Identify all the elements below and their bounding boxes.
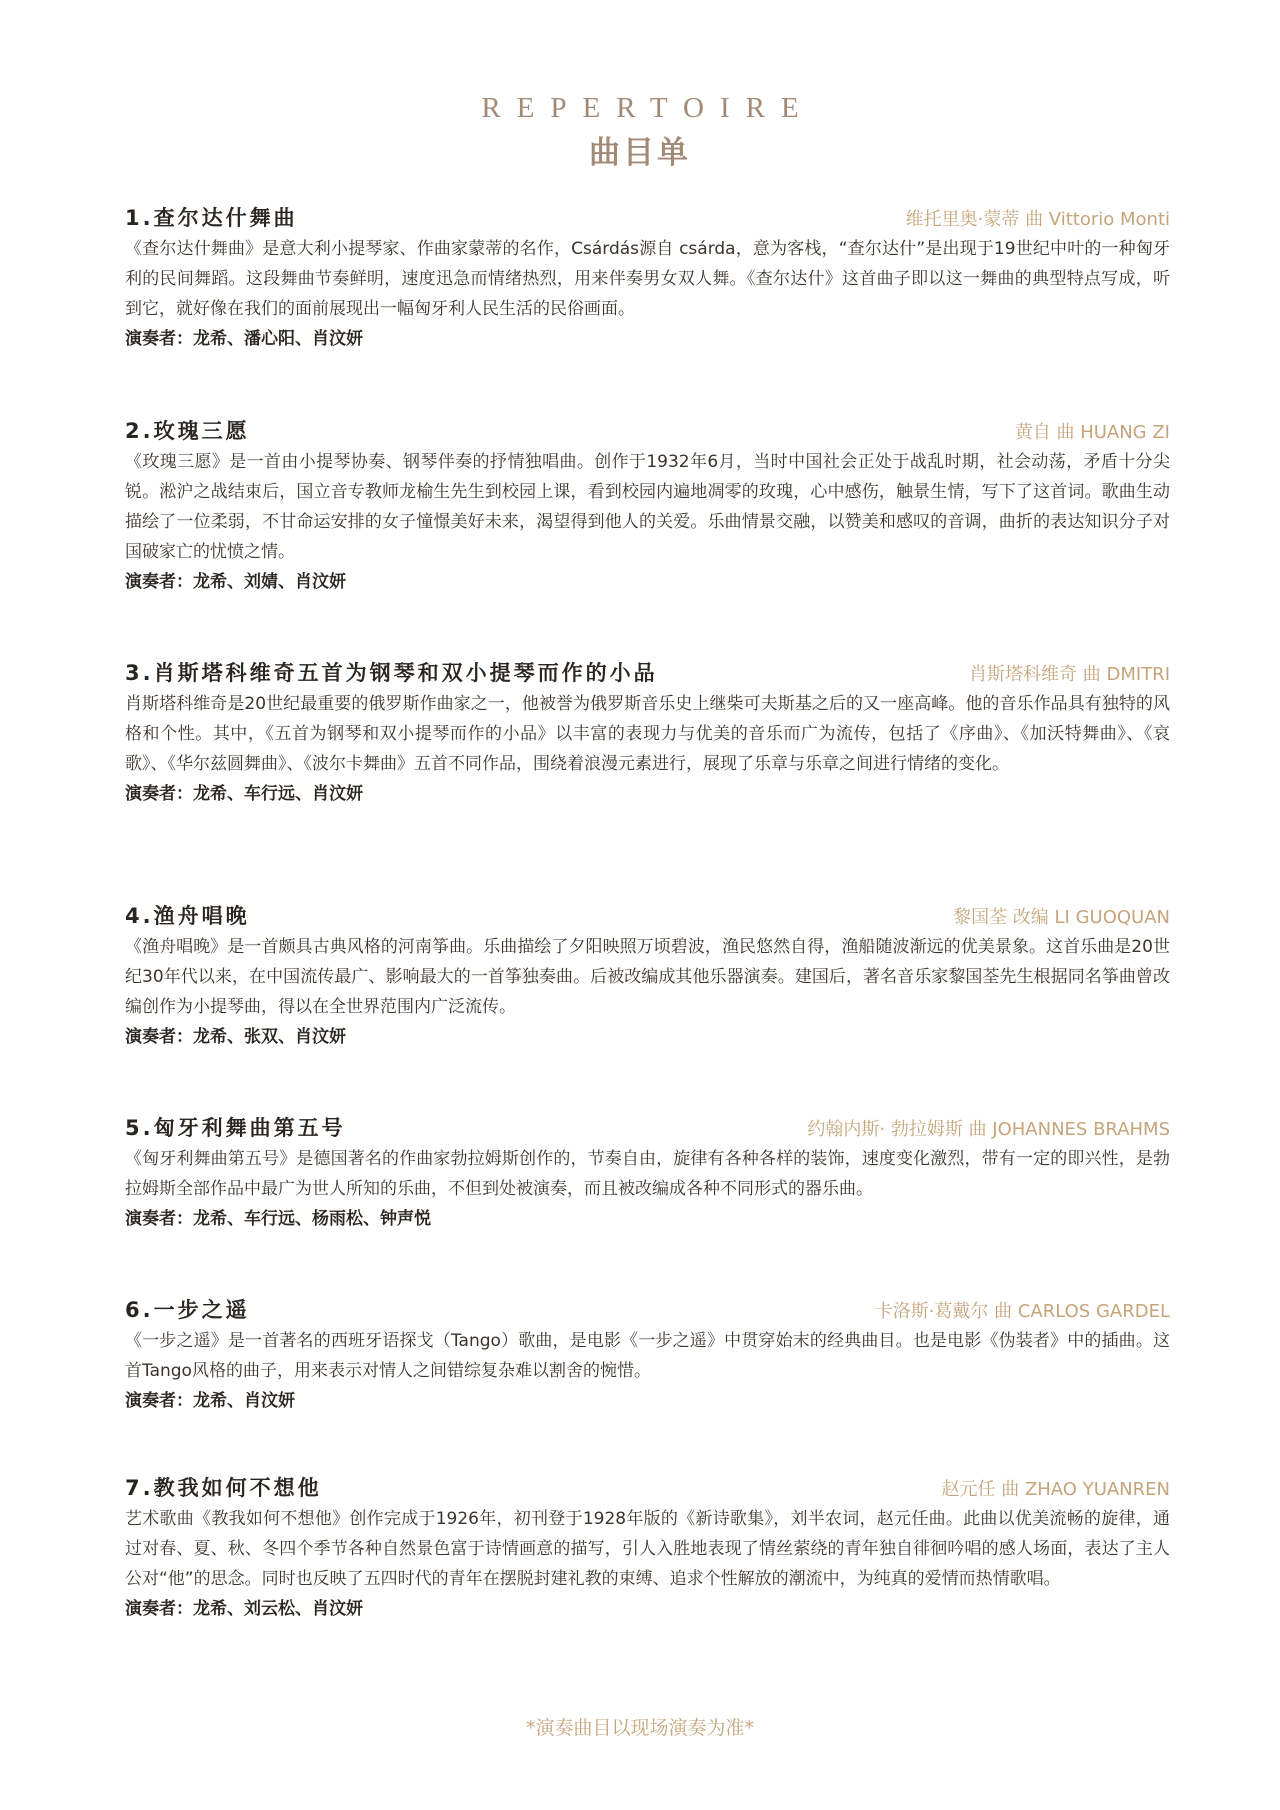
piece-title: 5.匈牙利舞曲第五号 bbox=[125, 1116, 346, 1140]
piece-title: 7.教我如何不想他 bbox=[125, 1476, 322, 1500]
piece-title: 2.玫瑰三愿 bbox=[125, 419, 250, 443]
piece-description: 《渔舟唱晚》是一首颇具古典风格的河南筝曲。乐曲描绘了夕阳映照万顷碧波，渔民悠然自得，渔船随波渐远的优美景象。这首乐曲是20世纪30年代以来，在中国流传最广、影响最大的一首筝独奏曲。后被改编成其他乐器演奏。建国后，著名音乐家黎国荃先生根据同名筝曲曾改编创作为小提琴曲，得以在全世界范围内广泛流传。 bbox=[125, 937, 1170, 1017]
piece-performers: 演奏者：龙希、车行远、肖汶妍 bbox=[125, 784, 363, 804]
piece-composer: 黄自 曲 HUANG ZI bbox=[1014, 422, 1170, 443]
piece-performers: 演奏者：龙希、刘云松、肖汶妍 bbox=[125, 1599, 363, 1619]
piece-description: 《玫瑰三愿》是一首由小提琴协奏、钢琴伴奏的抒情独唱曲。创作于1932年6月，当时中国社会正处于战乱时期，社会动荡，矛盾十分尖锐。淞沪之战结束后，国立音专教师龙榆生先生到校园上课，看到校园内遍地凋零的玫瑰，心中感伤，触景生情，写下了这首词。歌曲生动描绘了一位柔弱，不甘命运安排的女子憧憬美好未来，渴望得到他人的关爱。乐曲情景交融，以赞美和感叹的音调，曲折的表达知识分子对国破家亡的忧愤之情。 bbox=[125, 452, 1170, 562]
title-cn: 曲目单 bbox=[589, 135, 691, 171]
piece-title: 4.渔舟唱晚 bbox=[125, 904, 250, 928]
piece-description: 艺术歌曲《教我如何不想他》创作完成于1926年，初刊登于1928年版的《新诗歌集》，刘半农词，赵元任曲。此曲以优美流畅的旋律，通过对春、夏、秋、冬四个季节各种自然景色富于诗情画意的描写，引人入胜地表现了情丝萦绕的青年独自徘徊吟唱的感人场面，表达了主人公对“他”的思念。同时也反映了五四时代的青年在摆脱封建礼教的束缚、追求个性解放的潮流中，为纯真的爱情而热情歌唱。 bbox=[125, 1509, 1170, 1589]
piece-description: 肖斯塔科维奇是20世纪最重要的俄罗斯作曲家之一，他被誉为俄罗斯音乐史上继柴可夫斯基之后的又一座高峰。他的音乐作品具有独特的风格和个性。其中，《五首为钢琴和双小提琴而作的小品》以丰富的表现力与优美的音乐而广为流传，包括了《序曲》、《加沃特舞曲》、《哀歌》、《华尔兹圆舞曲》、《波尔卡舞曲》五首不同作品，围绕着浪漫元素进行，展现了乐章与乐章之间进行情绪的变化。 bbox=[125, 694, 1170, 774]
piece-6 bbox=[125, 1292, 1170, 1416]
piece-performers: 演奏者：龙希、车行远、杨雨松、钟声悦 bbox=[125, 1209, 431, 1229]
piece-title: 1.查尔达什舞曲 bbox=[125, 206, 298, 230]
piece-4 bbox=[125, 898, 1170, 1052]
piece-composer: 约翰内斯· 勃拉姆斯 曲 JOHANNES BRAHMS bbox=[807, 1119, 1170, 1140]
piece-description: 《一步之遥》是一首著名的西班牙语探戈（Tango）歌曲，是电影《一步之遥》中贯穿始末的经典曲目。也是电影《伪装者》中的插曲。这首Tango风格的曲子，用来表示对情人之间错综复杂难以割舍的惋惜。 bbox=[125, 1331, 1170, 1381]
piece-7 bbox=[125, 1470, 1170, 1624]
piece-composer: 赵元任 曲 ZHAO YUANREN bbox=[941, 1479, 1170, 1500]
footer-note: *演奏曲目以现场演奏为准* bbox=[525, 1717, 754, 1739]
piece-performers: 演奏者：龙希、肖汶妍 bbox=[125, 1391, 295, 1411]
piece-performers: 演奏者：龙希、刘婧、肖汶妍 bbox=[125, 572, 346, 592]
piece-title: 6.一步之遥 bbox=[125, 1298, 250, 1322]
piece-composer: 卡洛斯·葛戴尔 曲 CARLOS GARDEL bbox=[874, 1301, 1170, 1322]
piece-performers: 演奏者：龙希、张双、肖汶妍 bbox=[125, 1027, 346, 1047]
header bbox=[0, 92, 1280, 172]
piece-composer: 肖斯塔科维奇 曲 DMITRI bbox=[969, 664, 1170, 685]
piece-1 bbox=[125, 200, 1170, 354]
piece-title: 3.肖斯塔科维奇五首为钢琴和双小提琴而作的小品 bbox=[125, 661, 658, 685]
piece-description: 《匈牙利舞曲第五号》是德国著名的作曲家勃拉姆斯创作的，节奏自由，旋律有各种各样的装饰，速度变化激烈，带有一定的即兴性，是勃拉姆斯全部作品中最广为世人所知的乐曲，不但到处被演奏，而且被改编成各种不同形式的器乐曲。 bbox=[125, 1149, 1170, 1199]
piece-composer: 维托里奥·蒙蒂 曲 Vittorio Monti bbox=[905, 209, 1170, 230]
piece-3 bbox=[125, 655, 1170, 809]
piece-performers: 演奏者：龙希、潘心阳、肖汶妍 bbox=[125, 329, 363, 349]
piece-description: 《查尔达什舞曲》是意大利小提琴家、作曲家蒙蒂的名作，Csárdás源自 csárda，意为客栈，“查尔达什”是出现于19世纪中叶的一种匈牙利的民间舞蹈。这段舞曲节奏鲜明，速度迅急而情绪热烈，用来伴奏男女双人舞。《查尔达什》这首曲子即以这一舞曲的典型特点写成，听到它，就好像在我们的面前展现出一幅匈牙利人民生活的民俗画面。 bbox=[125, 239, 1170, 319]
piece-composer: 黎国荃 改编 LI GUOQUAN bbox=[953, 907, 1170, 928]
piece-2 bbox=[125, 413, 1170, 597]
title-en: REPERTOIRE bbox=[481, 92, 815, 124]
piece-5 bbox=[125, 1110, 1170, 1234]
